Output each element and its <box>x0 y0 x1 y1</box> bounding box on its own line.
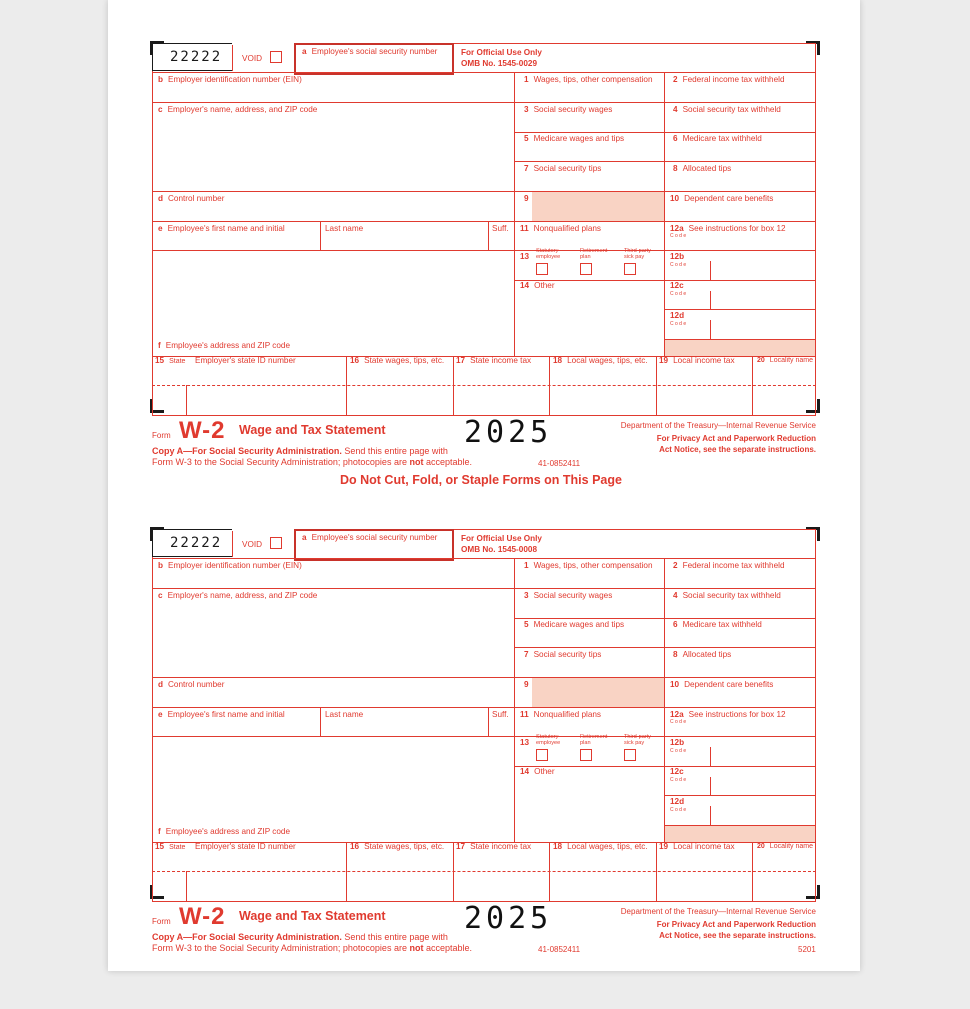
code-divider <box>710 261 711 280</box>
suffix-label: Suff. <box>492 224 509 233</box>
box-12c-label: 12c <box>670 767 684 776</box>
box-12c-label: 12c <box>670 281 684 290</box>
void-checkbox[interactable] <box>270 537 282 549</box>
retirement-plan-checkbox[interactable] <box>580 263 592 275</box>
box-1-label: 1 Wages, tips, other compensation <box>524 561 653 570</box>
code-divider <box>710 747 711 766</box>
statutory-employee-label: Statutory employee <box>536 248 561 260</box>
code-divider <box>710 320 711 339</box>
box-11-label: 11 Nonqualified plans <box>520 224 602 233</box>
code-divider <box>710 777 711 795</box>
ssn-label: a Employee's social security number <box>302 533 438 542</box>
box-1-label: 1 Wages, tips, other compensation <box>524 75 653 84</box>
official-use-label: For Official Use Only <box>461 534 542 543</box>
box-20-label: 20 Locality name <box>757 357 813 364</box>
box-13-label: 13 <box>520 252 530 261</box>
w2-form <box>152 529 818 1009</box>
last-name-label: Last name <box>325 224 364 233</box>
box-11-label: 11 Nonqualified plans <box>520 710 602 719</box>
box-4-label: 4 Social security tax withheld <box>673 105 781 114</box>
copy-a-line-1: Copy A—For Social Security Administration. Send this entire page with <box>152 446 448 456</box>
box-15-label: 15 State <box>155 356 186 365</box>
box-15-state-id-label: Employer's state ID number <box>195 842 296 851</box>
box-7-label: 7 Social security tips <box>524 164 602 173</box>
row-line <box>514 647 816 648</box>
tax-year: 2025 <box>464 415 553 450</box>
statutory-employee-checkbox[interactable] <box>536 263 548 275</box>
box-9-label: 9 <box>524 194 529 203</box>
box-12a-label: 12a See instructions for box 12 <box>670 224 786 233</box>
col-divider <box>346 356 347 415</box>
col-divider <box>320 221 321 250</box>
box-3-label: 3 Social security wages <box>524 105 613 114</box>
omb-number: OMB No. 1545-0029 <box>461 59 537 68</box>
box-b-label: b Employer identification number (EIN) <box>158 75 302 84</box>
row-line <box>152 250 514 251</box>
box-12d-shade <box>665 340 815 356</box>
box-12a-code-tag: C o d e <box>670 233 687 239</box>
col-divider <box>656 842 657 901</box>
form-word: Form <box>152 431 171 440</box>
box-13-label: 13 <box>520 738 530 747</box>
tax-year: 2025 <box>464 901 553 936</box>
box-7-label: 7 Social security tips <box>524 650 602 659</box>
w2-form <box>152 43 818 523</box>
dashed-row-line <box>152 385 816 386</box>
box-12b-label: 12b <box>670 252 685 261</box>
box-20-label: 20 Locality name <box>757 843 813 850</box>
col-divider <box>488 221 489 250</box>
row-line <box>514 132 816 133</box>
privacy-notice-1: For Privacy Act and Paperwork Reduction <box>656 434 816 443</box>
corner-mark-br <box>806 399 820 413</box>
privacy-notice-1: For Privacy Act and Paperwork Reduction <box>656 920 816 929</box>
row-line <box>514 280 816 281</box>
third-party-sick-pay-checkbox[interactable] <box>624 749 636 761</box>
box-9-shade <box>532 192 664 221</box>
box-10-label: 10 Dependent care benefits <box>670 680 774 689</box>
row-line <box>514 707 816 708</box>
box-e-label: e Employee's first name and initial <box>158 224 285 233</box>
ssn-label: a Employee's social security number <box>302 47 438 56</box>
void-checkbox[interactable] <box>270 51 282 63</box>
box-12b-label: 12b <box>670 738 685 747</box>
divider <box>232 531 233 557</box>
col-divider <box>186 871 187 901</box>
col-divider <box>453 356 454 415</box>
third-party-sick-pay-checkbox[interactable] <box>624 263 636 275</box>
divider <box>232 45 233 71</box>
box-12d-label: 12d <box>670 797 685 806</box>
box-12b-code-tag: C o d e <box>670 748 687 754</box>
box-5-label: 5 Medicare wages and tips <box>524 134 625 143</box>
copy-a-line-1: Copy A—For Social Security Administration. Send this entire page with <box>152 932 448 942</box>
suffix-label: Suff. <box>492 710 509 719</box>
box-14-label: 14 Other <box>520 281 555 290</box>
row-line <box>152 221 514 222</box>
top-line <box>454 43 816 44</box>
box-b-label: b Employer identification number (EIN) <box>158 561 302 570</box>
box-9-shade <box>532 678 664 707</box>
box-2-label: 2 Federal income tax withheld <box>673 561 785 570</box>
box-12c-code-tag: C o d e <box>670 777 687 783</box>
official-use-label: For Official Use Only <box>461 48 542 57</box>
code-divider <box>710 291 711 309</box>
col-divider <box>346 842 347 901</box>
col-divider <box>549 842 550 901</box>
col-divider <box>656 356 657 415</box>
box-8-label: 8 Allocated tips <box>673 164 732 173</box>
row-line <box>152 191 514 192</box>
box-3-label: 3 Social security wages <box>524 591 613 600</box>
col-divider <box>488 707 489 736</box>
third-party-sick-pay-label: Third-party sick pay <box>624 734 652 746</box>
box-f-label: f Employee's address and ZIP code <box>158 341 291 350</box>
row-line <box>152 677 514 678</box>
dashed-row-line <box>152 871 816 872</box>
col-divider <box>453 842 454 901</box>
box-17-label: 17 State income tax <box>456 356 532 365</box>
void-label: VOID <box>242 540 263 549</box>
box-d-label: d Control number <box>158 680 225 689</box>
box-12d-shade <box>665 826 815 842</box>
third-party-sick-pay-label: Third-party sick pay <box>624 248 652 260</box>
box-6-label: 6 Medicare tax withheld <box>673 134 762 143</box>
copy-a-line-2: Form W-3 to the Social Security Administration; photocopies are not acceptable. <box>152 943 472 953</box>
top-line <box>454 529 816 530</box>
box-5-label: 5 Medicare wages and tips <box>524 620 625 629</box>
right-border <box>815 43 816 415</box>
box-8-label: 8 Allocated tips <box>673 650 732 659</box>
box-f-label: f Employee's address and ZIP code <box>158 827 291 836</box>
box-18-label: 18 Local wages, tips, etc. <box>553 842 648 851</box>
box-c-label: c Employer's name, address, and ZIP code <box>158 105 318 114</box>
box-6-label: 6 Medicare tax withheld <box>673 620 762 629</box>
col-divider <box>514 72 515 356</box>
row-line <box>514 766 816 767</box>
row-line <box>514 221 816 222</box>
box-9-label: 9 <box>524 680 529 689</box>
col-divider <box>186 385 187 415</box>
do-not-cut-notice: Do Not Cut, Fold, or Staple Forms on This Page <box>340 473 622 487</box>
control-code: 22222 <box>170 535 223 551</box>
row-line <box>514 161 816 162</box>
row-line <box>152 72 816 73</box>
col-divider <box>514 558 515 842</box>
box-16-label: 16 State wages, tips, etc. <box>350 356 445 365</box>
form-title: Wage and Tax Statement <box>239 909 386 923</box>
row-line <box>514 618 816 619</box>
box-10-label: 10 Dependent care benefits <box>670 194 774 203</box>
box-c-label: c Employer's name, address, and ZIP code <box>158 591 318 600</box>
omb-number: OMB No. 1545-0008 <box>461 545 537 554</box>
catalog-number: 41-0852411 <box>538 459 581 468</box>
box-12c-code-tag: C o d e <box>670 291 687 297</box>
col-divider <box>320 707 321 736</box>
retirement-plan-label: Retirement plan <box>580 248 608 260</box>
box-15-label: 15 State <box>155 842 186 851</box>
department-line: Department of the Treasury—Internal Revenue Service <box>620 907 816 916</box>
catalog-number: 41-0852411 <box>538 945 581 954</box>
col-divider <box>752 356 753 415</box>
form-name: W-2 <box>179 417 226 444</box>
row-line <box>514 102 816 103</box>
form-name: W-2 <box>179 903 226 930</box>
privacy-notice-2: Act Notice, see the separate instructions. <box>659 445 816 454</box>
row-line <box>664 795 816 796</box>
statutory-employee-checkbox[interactable] <box>536 749 548 761</box>
box-15-state-id-label: Employer's state ID number <box>195 356 296 365</box>
page-code: 5201 <box>798 945 816 954</box>
box-19-label: 19 Local income tax <box>659 356 735 365</box>
row-line <box>514 588 816 589</box>
form-title: Wage and Tax Statement <box>239 423 386 437</box>
retirement-plan-checkbox[interactable] <box>580 749 592 761</box>
box-12a-code-tag: C o d e <box>670 719 687 725</box>
box-2-label: 2 Federal income tax withheld <box>673 75 785 84</box>
row-line <box>152 558 816 559</box>
left-border <box>152 71 153 415</box>
row-line <box>152 102 514 103</box>
box-19-label: 19 Local income tax <box>659 842 735 851</box>
row-line <box>152 707 514 708</box>
corner-mark-br <box>806 885 820 899</box>
box-12b-code-tag: C o d e <box>670 262 687 268</box>
row-line <box>664 309 816 310</box>
left-border <box>152 557 153 901</box>
box-d-label: d Control number <box>158 194 225 203</box>
box-12d-code-tag: C o d e <box>670 321 687 327</box>
box-12a-label: 12a See instructions for box 12 <box>670 710 786 719</box>
retirement-plan-label: Retirement plan <box>580 734 608 746</box>
privacy-notice-2: Act Notice, see the separate instructions. <box>659 931 816 940</box>
right-border <box>815 529 816 901</box>
box-4-label: 4 Social security tax withheld <box>673 591 781 600</box>
form-word: Form <box>152 917 171 926</box>
box-12d-label: 12d <box>670 311 685 320</box>
box-17-label: 17 State income tax <box>456 842 532 851</box>
box-16-label: 16 State wages, tips, etc. <box>350 842 445 851</box>
department-line: Department of the Treasury—Internal Revenue Service <box>620 421 816 430</box>
col-divider <box>752 842 753 901</box>
row-line <box>152 588 514 589</box>
copy-a-line-2: Form W-3 to the Social Security Administration; photocopies are not acceptable. <box>152 457 472 467</box>
box-18-label: 18 Local wages, tips, etc. <box>553 356 648 365</box>
void-label: VOID <box>242 54 263 63</box>
statutory-employee-label: Statutory employee <box>536 734 561 746</box>
last-name-label: Last name <box>325 710 364 719</box>
row-line <box>152 736 514 737</box>
col-divider <box>549 356 550 415</box>
box-12d-code-tag: C o d e <box>670 807 687 813</box>
code-divider <box>710 806 711 825</box>
box-e-label: e Employee's first name and initial <box>158 710 285 719</box>
control-code: 22222 <box>170 49 223 65</box>
box-14-label: 14 Other <box>520 767 555 776</box>
